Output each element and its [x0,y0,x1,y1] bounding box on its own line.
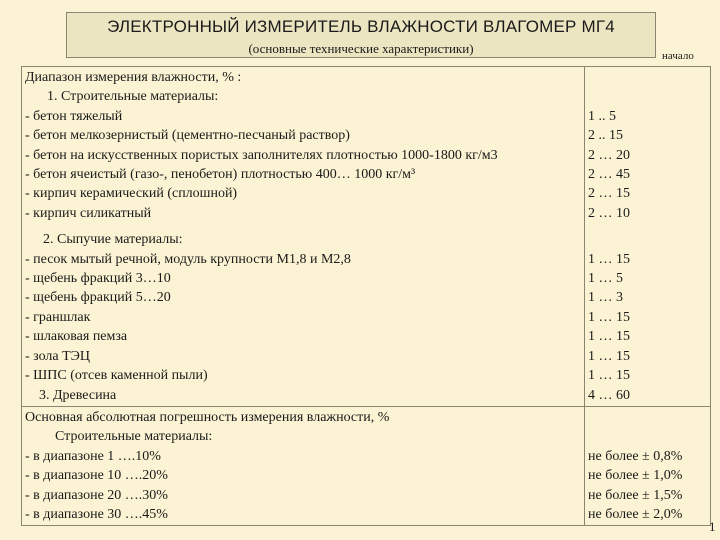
material-label: - бетон мелкозернистый (цементно-песчаный раствор) [25,128,350,144]
accuracy-value: не более ± 1,5% [588,487,683,503]
accuracy-label: - в диапазоне 1 ….10% [25,448,161,464]
start-link[interactable]: начало [662,50,694,62]
accuracy-label: - в диапазоне 30 ….45% [25,506,168,522]
accuracy-values-cell [585,406,711,525]
range-value: 2 … 15 [588,186,630,202]
range-value: 1 … 15 [588,309,630,325]
accuracy-value: не более ± 1,0% [588,468,683,484]
page-number: 1 [709,519,716,534]
accuracy-label: - в диапазоне 10 ….20% [25,468,168,484]
material-label: - шлаковая пемза [25,329,128,345]
material-label: - кирпич силикатный [25,205,152,221]
accuracy-value: не более ± 0,8% [588,448,683,464]
accuracy-label: - в диапазоне 20 ….30% [25,487,168,503]
page-title: ЭЛЕКТРОННЫЙ ИЗМЕРИТЕЛЬ ВЛАЖНОСТИ ВЛАГОМЕР МГ4 [107,17,615,36]
accuracy-labels-cell [22,406,585,525]
material-label: - щебень фракций 3…10 [25,271,171,287]
accuracy-value: не более ± 2,0% [588,506,683,522]
specs-table [21,66,711,526]
range-value: 1 .. 5 [588,108,616,124]
range-value: 1 … 15 [588,348,630,364]
material-label: - бетон ячеистый (газо-, пенобетон) плотностью 400… 1000 кг/м³ [25,167,416,183]
page-subtitle: (основные технические характеристики) [248,41,474,56]
material-label: - кирпич керамический (сплошной) [25,186,238,202]
material-label: - песок мытый речной, модуль крупности М1,8 и М2,8 [25,251,351,267]
group-title-construction: 1. Строительные материалы: [47,89,219,105]
range-value: 2 … 10 [588,205,630,221]
range-value: 2 … 20 [588,147,630,163]
range-value: 1 … 15 [588,368,630,384]
range-labels-cell [22,67,585,407]
material-label: - бетон на искусственных пористых заполнителях плотностью 1000-1800 кг/м3 [25,147,498,163]
range-heading: Диапазон измерения влажности, % : [25,70,242,85]
material-label: - бетон тяжелый [25,108,123,124]
material-label: - зола ТЭЦ [25,348,91,364]
range-value: 2 … 45 [588,167,630,183]
accuracy-row [22,406,711,525]
range-values-cell [585,67,711,407]
title-box [66,12,656,58]
range-value: 1 … 5 [588,271,623,287]
material-label: - щебень фракций 5…20 [25,290,171,306]
accuracy-subheading: Строительные материалы: [55,429,213,445]
range-row [22,67,711,407]
range-value: 1 … 15 [588,329,630,345]
material-label: - граншлак [25,309,91,325]
accuracy-heading: Основная абсолютная погрешность измерения влажности, % [25,409,390,425]
range-value: 1 … 3 [588,290,623,306]
range-value: 2 .. 15 [588,128,623,144]
group-title-bulk: 2. Сыпучие материалы: [43,232,183,248]
group-title-wood: 3. Древесина [39,387,117,403]
range-value: 4 … 60 [588,387,630,403]
range-value: 1 … 15 [588,251,630,267]
material-label: - ШПС (отсев каменной пыли) [25,368,208,384]
